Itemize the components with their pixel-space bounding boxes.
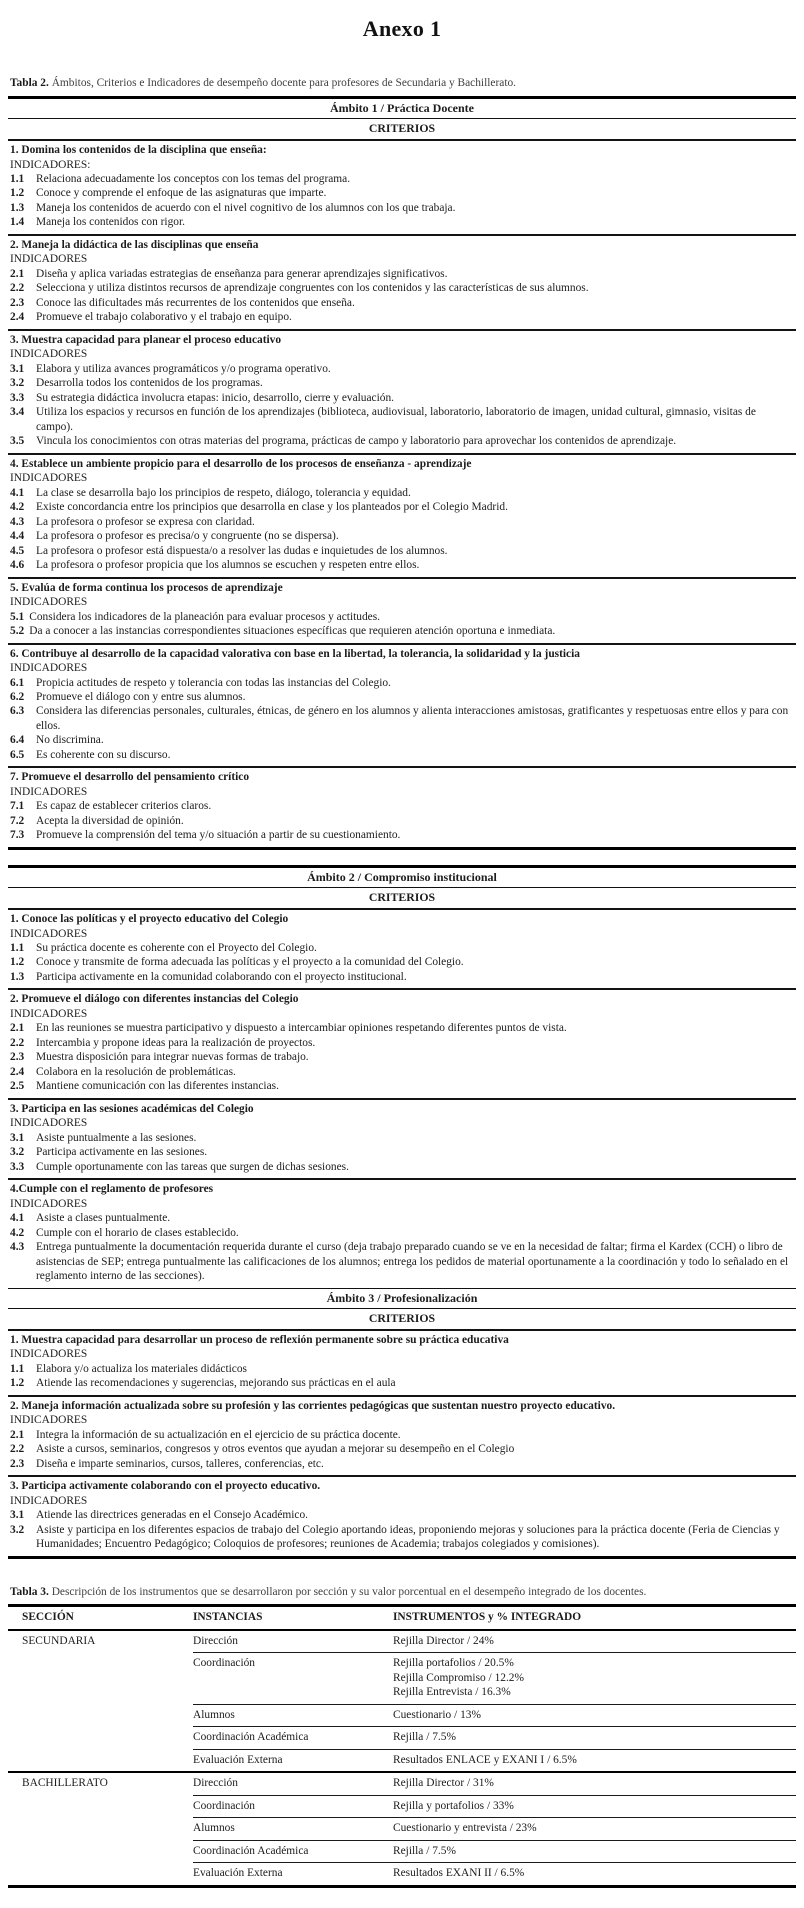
indicator-item xyxy=(10,1362,794,1376)
indicator-item xyxy=(10,376,794,390)
seccion-name: SECUNDARIA xyxy=(22,1634,96,1647)
instrumentos-cell xyxy=(393,1821,796,1835)
indicator-text: Colabora en la resolución de problemáticas. xyxy=(36,1065,236,1078)
indicator-text: La clase se desarrolla bajo los principios de respeto, diálogo, tolerancia y equidad. xyxy=(36,486,411,499)
indicator-item xyxy=(10,1457,794,1471)
criterion-title: 1. Muestra capacidad para desarrollar un proceso de reflexión permanente sobre su práctica educativa xyxy=(10,1333,509,1346)
indicator-number: 4.3 xyxy=(10,515,25,528)
criterion-title: 2. Maneja la didáctica de las disciplinas que enseña xyxy=(10,238,259,251)
indicator-item xyxy=(10,405,794,434)
indicator-number: 3.4 xyxy=(10,406,25,419)
indicator-text: Promueve el trabajo colaborativo y el trabajo en equipo. xyxy=(36,311,292,324)
indicator-item xyxy=(10,1065,794,1079)
criterios-header: CRITERIOS xyxy=(368,890,436,905)
indicator-number: 3.3 xyxy=(10,391,25,404)
criterion-title: 5. Evalúa de forma continua los procesos de aprendizaje xyxy=(10,581,283,594)
indicator-number: 6.2 xyxy=(10,690,25,703)
instrumento-line: Rejilla Director / 24% xyxy=(393,1634,494,1647)
instrumento-line: Rejilla Director / 31% xyxy=(393,1777,494,1790)
indicator-item xyxy=(10,1376,794,1390)
indicator-text: No discrimina. xyxy=(36,734,104,747)
indicator-number: 2.3 xyxy=(10,296,25,309)
criterion-block xyxy=(8,1329,796,1395)
indicator-text: Mantiene comunicación con las diferentes instancias. xyxy=(36,1080,279,1093)
tabla3-caption xyxy=(10,1585,792,1600)
seccion-block xyxy=(8,1631,796,1771)
indicator-item xyxy=(10,955,794,969)
criterios-header: CRITERIOS xyxy=(368,121,436,136)
indicator-item xyxy=(10,544,794,558)
indicator-text: Elabora y utiliza avances programáticos y/o programa operativo. xyxy=(36,362,331,375)
indicator-number: 3.2 xyxy=(10,1146,25,1159)
table-row xyxy=(193,1652,796,1703)
table-row xyxy=(193,1726,796,1748)
criterion-block xyxy=(8,139,796,234)
indicator-number: 2.4 xyxy=(10,311,25,324)
indicator-number: 3.1 xyxy=(10,1509,25,1522)
instrumentos-cell xyxy=(393,1866,796,1880)
criterion-title: 2. Maneja información actualizada sobre su profesión y las corrientes pedagógicas que sustentan nuestro proyecto educativo. xyxy=(10,1399,616,1412)
indicator-item xyxy=(10,704,794,733)
indicator-text: Acepta la diversidad de opinión. xyxy=(36,814,184,827)
tabla3-instrumentos-table xyxy=(8,1604,796,1887)
tabla2-ambitos-criterios-table xyxy=(8,96,796,1559)
indicator-item xyxy=(10,1036,794,1050)
seccion-block xyxy=(8,1771,796,1884)
indicator-item xyxy=(10,676,794,690)
criterion-block xyxy=(8,643,796,767)
indicator-number: 6.4 xyxy=(10,734,25,747)
instrumento-line: Cuestionario y entrevista / 23% xyxy=(393,1822,537,1835)
indicator-text: La profesora o profesor está dispuesta/o a resolver las dudas e inquietudes de los alumnos. xyxy=(36,544,448,557)
indicator-number: 4.2 xyxy=(10,501,25,514)
indicator-number: 4.1 xyxy=(10,486,25,499)
seccion-rows xyxy=(193,1773,796,1884)
page-title: Anexo 1 xyxy=(362,16,442,41)
indicator-number: 2.3 xyxy=(10,1051,25,1064)
criterion-block xyxy=(8,1178,796,1287)
indicator-number: 1.1 xyxy=(10,1362,25,1375)
tabla2-caption-text: Ámbitos, Criterios e Indicadores de desempeño docente para profesores de Secundaria y Bachillerato. xyxy=(51,77,517,89)
indicator-number: 1.3 xyxy=(10,201,25,214)
instancia-cell: Dirección xyxy=(193,1777,238,1790)
instrumentos-cell xyxy=(393,1708,796,1722)
indicator-item xyxy=(10,1079,794,1093)
instrumento-line: Rejilla y portafolios / 33% xyxy=(393,1799,514,1812)
column-header-seccion: SECCIÓN xyxy=(22,1611,74,1624)
criterion-block xyxy=(8,1098,796,1178)
indicator-text: Asiste a cursos, seminarios, congresos y otros eventos que ayudan a mejorar su desempeño en el Colegio xyxy=(36,1443,515,1456)
indicator-text: Participa activamente en la comunidad colaborando con el proyecto institucional. xyxy=(36,970,407,983)
indicator-text: Asiste puntualmente a las sesiones. xyxy=(36,1131,197,1144)
indicator-number: 1.3 xyxy=(10,970,25,983)
indicator-number: 5.1 xyxy=(10,610,25,623)
indicator-text: Utiliza los espacios y recursos en función de los aprendizajes (biblioteca, audiovisual, laboratorio, laboratorio de imagen, unidad cultural, gimnasio, visitas de campo). xyxy=(36,406,756,433)
ambito-3-block xyxy=(8,1288,796,1559)
indicator-item xyxy=(10,1523,794,1552)
indicator-text: Promueve el diálogo con y entre sus alumnos. xyxy=(36,690,246,703)
ambito-2-block xyxy=(8,865,796,1288)
indicator-item xyxy=(10,391,794,405)
ambito-1-block xyxy=(8,96,796,850)
tabla3-caption-label: Tabla 3. xyxy=(10,1585,49,1598)
instancia-cell: Evaluación Externa xyxy=(193,1867,283,1880)
indicator-number: 4.2 xyxy=(10,1226,25,1239)
table-row xyxy=(193,1795,796,1817)
indicator-number: 2.1 xyxy=(10,267,25,280)
criterion-block xyxy=(8,329,796,453)
instrumento-line: Rejilla Compromiso / 12.2% xyxy=(393,1671,524,1684)
indicator-text: Conoce y comprende el enfoque de las asignaturas que imparte. xyxy=(36,187,327,200)
table-row xyxy=(193,1773,796,1794)
indicator-item xyxy=(10,362,794,376)
indicator-number: 4.5 xyxy=(10,544,25,557)
criterion-block xyxy=(8,908,796,988)
indicator-item xyxy=(10,1131,794,1145)
indicator-number: 3.2 xyxy=(10,377,25,390)
indicator-number: 3.2 xyxy=(10,1523,25,1536)
indicator-text: Cumple oportunamente con las tareas que surgen de dichas sesiones. xyxy=(36,1160,349,1173)
indicator-number: 4.1 xyxy=(10,1212,25,1225)
indicator-number: 2.2 xyxy=(10,1443,25,1456)
criterion-title: 2. Promueve el diálogo con diferentes instancias del Colegio xyxy=(10,993,299,1006)
criterion-title: 4. Establece un ambiente propicio para el desarrollo de los procesos de enseñanza - aprendizaje xyxy=(10,457,472,470)
indicator-item xyxy=(10,1240,794,1283)
indicator-text: Es capaz de establecer criterios claros. xyxy=(36,800,212,813)
indicator-item xyxy=(10,500,794,514)
instancia-cell: Evaluación Externa xyxy=(193,1753,283,1766)
seccion-name: BACHILLERATO xyxy=(22,1777,108,1790)
instrumentos-cell xyxy=(393,1799,796,1813)
tabla2-caption-label: Tabla 2. xyxy=(10,77,49,89)
indicadores-label: INDICADORES xyxy=(10,1414,88,1427)
seccion-rows xyxy=(193,1631,796,1771)
tabla3-header-row xyxy=(8,1607,796,1630)
indicator-number: 1.2 xyxy=(10,1377,25,1390)
table-row xyxy=(193,1840,796,1862)
indicator-number: 7.1 xyxy=(10,800,25,813)
instrumento-line: Rejilla / 7.5% xyxy=(393,1844,456,1857)
indicator-item xyxy=(10,1021,794,1035)
indicator-number: 2.2 xyxy=(10,1036,25,1049)
criterion-block xyxy=(8,988,796,1097)
indicator-text: Asiste y participa en los diferentes espacios de trabajo del Colegio aportando ideas, proponiendo mejoras y soluciones para la práctica docente (Feria de Ciencias y Humanidades; Encuentro Pedagógico; Coloquios de profesores; reuniones de Academia; trabajos colegiados y comisiones). xyxy=(36,1523,780,1551)
indicadores-label: INDICADORES xyxy=(10,785,88,798)
indicator-text: Maneja los contenidos de acuerdo con el nivel cognitivo de los alumnos con los que trabaja. xyxy=(36,201,456,214)
criterion-title: 1. Domina los contenidos de la disciplina que enseña: xyxy=(10,144,267,157)
table-row xyxy=(193,1631,796,1652)
indicadores-label: INDICADORES: xyxy=(10,158,91,171)
indicator-text: Cumple con el horario de clases establecido. xyxy=(36,1226,239,1239)
indicator-text: La profesora o profesor se expresa con claridad. xyxy=(36,515,255,528)
instrumentos-cell xyxy=(393,1634,796,1648)
indicator-item xyxy=(10,1211,794,1225)
indicator-number: 6.5 xyxy=(10,748,25,761)
indicator-text: Muestra disposición para integrar nuevas formas de trabajo. xyxy=(36,1051,309,1064)
indicator-item xyxy=(10,1160,794,1174)
indicator-number: 3.1 xyxy=(10,362,25,375)
indicator-item xyxy=(10,941,794,955)
indicator-text: Elabora y/o actualiza los materiales didácticos xyxy=(36,1362,247,1375)
indicator-number: 3.1 xyxy=(10,1131,25,1144)
indicator-item xyxy=(10,748,794,762)
indicator-text: Conoce y transmite de forma adecuada las políticas y el proyecto a la comunidad del Colegio. xyxy=(36,956,464,969)
indicator-text: Conoce las dificultades más recurrentes de los contenidos que enseña. xyxy=(36,296,355,309)
indicator-item xyxy=(10,558,794,572)
instrumento-line: Rejilla Entrevista / 16.3% xyxy=(393,1686,511,1699)
criterion-title: 6. Contribuye al desarrollo de la capacidad valorativa con base en la libertad, la tolerancia, la solidaridad y la justicia xyxy=(10,647,580,660)
indicator-item xyxy=(10,1442,794,1456)
indicator-item xyxy=(10,1428,794,1442)
indicadores-label: INDICADORES xyxy=(10,927,88,940)
criterion-title: 7. Promueve el desarrollo del pensamiento crítico xyxy=(10,771,250,784)
indicator-item xyxy=(10,281,794,295)
criterion-title: 3. Participa activamente colaborando con el proyecto educativo. xyxy=(10,1480,321,1493)
indicator-number: 4.4 xyxy=(10,530,25,543)
instancia-cell: Coordinación xyxy=(193,1657,256,1670)
indicadores-label: INDICADORES xyxy=(10,596,88,609)
indicator-number: 1.1 xyxy=(10,942,25,954)
indicator-item xyxy=(10,172,794,186)
instancia-cell: Coordinación xyxy=(193,1799,256,1812)
indicator-number: 2.2 xyxy=(10,282,25,295)
table-row xyxy=(193,1704,796,1726)
indicator-item xyxy=(10,624,794,638)
indicator-number: 2.4 xyxy=(10,1065,25,1078)
indicator-item xyxy=(10,201,794,215)
indicator-number: 7.2 xyxy=(10,814,25,827)
indicator-text: Es coherente con su discurso. xyxy=(36,748,171,761)
indicator-item xyxy=(10,515,794,529)
indicator-number: 1.1 xyxy=(10,173,25,185)
criterion-block xyxy=(8,1395,796,1475)
indicator-number: 3.3 xyxy=(10,1160,25,1173)
indicator-text: Existe concordancia entre los principios que desarrolla en clase y los planteados por el Colegio Madrid. xyxy=(36,501,508,514)
indicator-item xyxy=(10,828,794,842)
indicadores-label: INDICADORES xyxy=(10,472,88,485)
indicator-number: 7.3 xyxy=(10,829,25,842)
indicadores-label: INDICADORES xyxy=(10,253,88,266)
instrumento-line: Cuestionario / 13% xyxy=(393,1708,481,1721)
indicator-text: Promueve la comprensión del tema y/o situación a partir de su cuestionamiento. xyxy=(36,829,401,842)
indicator-text: Integra la información de su actualización en el ejercicio de su práctica docente. xyxy=(36,1428,401,1441)
indicator-number: 2.3 xyxy=(10,1457,25,1470)
instancia-cell: Alumnos xyxy=(193,1708,235,1721)
criterion-block xyxy=(8,453,796,577)
criterion-block xyxy=(8,766,796,846)
instancia-cell: Alumnos xyxy=(193,1822,235,1835)
indicator-item xyxy=(10,690,794,704)
ambito-title: Ámbito 3 / Profesionalización xyxy=(8,1289,796,1309)
indicator-text: Asiste a clases puntualmente. xyxy=(36,1212,171,1225)
instancia-cell: Coordinación Académica xyxy=(193,1844,309,1857)
instrumentos-cell xyxy=(393,1776,796,1790)
tabla2-caption xyxy=(10,76,792,91)
table-row xyxy=(193,1749,796,1771)
indicator-text: Propicia actitudes de respeto y tolerancia con todas las instancias del Colegio. xyxy=(36,676,391,689)
indicator-item xyxy=(10,1226,794,1240)
indicator-item xyxy=(10,267,794,281)
criterion-block xyxy=(8,577,796,643)
ambito-title: Ámbito 1 / Práctica Docente xyxy=(8,99,796,119)
criterion-title: 3. Muestra capacidad para planear el proceso educativo xyxy=(10,333,282,346)
indicadores-label: INDICADORES xyxy=(10,1494,88,1507)
indicator-item xyxy=(10,1508,794,1522)
indicator-text: Atiende las directrices generadas en el Consejo Académico. xyxy=(36,1509,309,1522)
instrumento-line: Resultados ENLACE y EXANI I / 6.5% xyxy=(393,1753,577,1766)
indicator-item xyxy=(10,296,794,310)
indicator-number: 4.6 xyxy=(10,559,25,572)
indicator-number: 2.1 xyxy=(10,1022,25,1035)
indicator-item xyxy=(10,814,794,828)
indicator-number: 1.2 xyxy=(10,187,25,200)
indicadores-label: INDICADORES xyxy=(10,1007,88,1020)
criterion-title: 3. Participa en las sesiones académicas del Colegio xyxy=(10,1102,254,1115)
indicator-text: En las reuniones se muestra participativo y dispuesto a intercambiar opiniones respetando diferentes puntos de vista. xyxy=(36,1022,567,1035)
indicator-number: 2.5 xyxy=(10,1080,25,1093)
indicator-text: Participa activamente en las sesiones. xyxy=(36,1146,208,1159)
indicator-text: Su práctica docente es coherente con el Proyecto del Colegio. xyxy=(36,942,317,954)
indicator-text: Diseña y aplica variadas estrategias de enseñanza para generar aprendizajes significativos. xyxy=(36,267,448,280)
instrumento-line: Resultados EXANI II / 6.5% xyxy=(393,1867,525,1880)
criterion-block xyxy=(8,234,796,329)
indicator-item xyxy=(10,1145,794,1159)
indicator-text: La profesora o profesor es precisa/o y congruente (no se dispersa). xyxy=(36,530,339,543)
instancia-cell: Dirección xyxy=(193,1634,238,1647)
indicator-text: Considera las diferencias personales, culturales, étnicas, de género en los alumnos y alienta interacciones amistosas, gratificantes y respetuosas entre ellos y para con ellos. xyxy=(36,705,789,732)
indicator-number: 6.3 xyxy=(10,705,25,718)
indicator-number: 3.5 xyxy=(10,435,25,448)
criterios-header: CRITERIOS xyxy=(368,1310,436,1325)
ambito-title: Ámbito 2 / Compromiso institucional xyxy=(8,868,796,888)
indicator-text: Desarrolla todos los contenidos de los programas. xyxy=(36,377,263,390)
indicator-text: Da a conocer a las instancias correspondientes situaciones específicas que requieren atención oportuna e inmediata. xyxy=(29,625,556,638)
table-row xyxy=(193,1862,796,1884)
indicator-text: Considera los indicadores de la planeación para evaluar procesos y actitudes. xyxy=(29,610,381,623)
indicator-text: Diseña e imparte seminarios, cursos, talleres, conferencias, etc. xyxy=(36,1457,324,1470)
indicator-item xyxy=(10,970,794,984)
indicator-item xyxy=(10,610,794,624)
indicator-text: Relaciona adecuadamente los conceptos con los temas del programa. xyxy=(36,173,351,185)
indicator-item xyxy=(10,529,794,543)
indicator-item xyxy=(10,215,794,229)
indicator-text: Maneja los contenidos con rigor. xyxy=(36,216,185,229)
indicadores-label: INDICADORES xyxy=(10,1117,88,1130)
indicator-item xyxy=(10,186,794,200)
tabla3-caption-text: Descripción de los instrumentos que se desarrollaron por sección y su valor porcentual en el desempeño integrado de los docentes. xyxy=(51,1585,647,1598)
indicator-item xyxy=(10,799,794,813)
indicator-text: Atiende las recomendaciones y sugerencias, mejorando sus prácticas en el aula xyxy=(36,1377,396,1390)
instrumentos-cell xyxy=(393,1844,796,1858)
indicator-text: Entrega puntualmente la documentación requerida durante el curso (deja trabajo preparado cuando se ve en la necesidad de faltar; firma el Kardex (CCH) o libro de asistencias de SEP; entrega puntualmente las calificaciones de los alumnos; entrega los pedidos de material oportunamente a la coordinación y todo lo señalado en el reglamento interno de las secciones). xyxy=(36,1241,789,1283)
indicator-item xyxy=(10,733,794,747)
indicator-text: Vincula los conocimientos con otras materias del programa, prácticas de campo y laboratorio para aprovechar los contenidos de aprendizaje. xyxy=(36,435,677,448)
indicator-item xyxy=(10,434,794,448)
indicator-item xyxy=(10,486,794,500)
instrumentos-cell xyxy=(393,1753,796,1767)
instrumento-line: Rejilla portafolios / 20.5% xyxy=(393,1657,514,1670)
indicator-number: 6.1 xyxy=(10,676,25,689)
instrumentos-cell xyxy=(393,1656,796,1699)
criterion-block xyxy=(8,1475,796,1555)
indicator-number: 5.2 xyxy=(10,625,25,638)
indicator-text: Selecciona y utiliza distintos recursos de aprendizaje congruentes con los contenidos y las características de sus alumnos. xyxy=(36,282,589,295)
indicator-item xyxy=(10,1050,794,1064)
indicadores-label: INDICADORES xyxy=(10,1197,88,1210)
indicadores-label: INDICADORES xyxy=(10,662,88,675)
instrumento-line: Rejilla / 7.5% xyxy=(393,1731,456,1744)
indicator-number: 1.4 xyxy=(10,216,25,229)
indicator-number: 4.3 xyxy=(10,1241,25,1254)
criterion-title: 1. Conoce las políticas y el proyecto educativo del Colegio xyxy=(10,913,289,926)
column-header-instrumentos: INSTRUMENTOS y % INTEGRADO xyxy=(393,1611,582,1624)
indicadores-label: INDICADORES xyxy=(10,348,88,361)
indicator-text: Intercambia y propone ideas para la realización de proyectos. xyxy=(36,1036,316,1049)
column-header-instancias: INSTANCIAS xyxy=(193,1611,263,1624)
indicator-text: La profesora o profesor propicia que los alumnos se escuchen y respeten entre ellos. xyxy=(36,559,420,572)
indicator-item xyxy=(10,310,794,324)
indicator-text: Su estrategia didáctica involucra etapas: inicio, desarrollo, cierre y evaluación. xyxy=(36,391,395,404)
instancia-cell: Coordinación Académica xyxy=(193,1731,309,1744)
indicator-number: 1.2 xyxy=(10,956,25,969)
instrumentos-cell xyxy=(393,1730,796,1744)
indicadores-label: INDICADORES xyxy=(10,1348,88,1361)
indicator-number: 2.1 xyxy=(10,1428,25,1441)
criterion-title: 4.Cumple con el reglamento de profesores xyxy=(10,1183,214,1196)
table-row xyxy=(193,1817,796,1839)
